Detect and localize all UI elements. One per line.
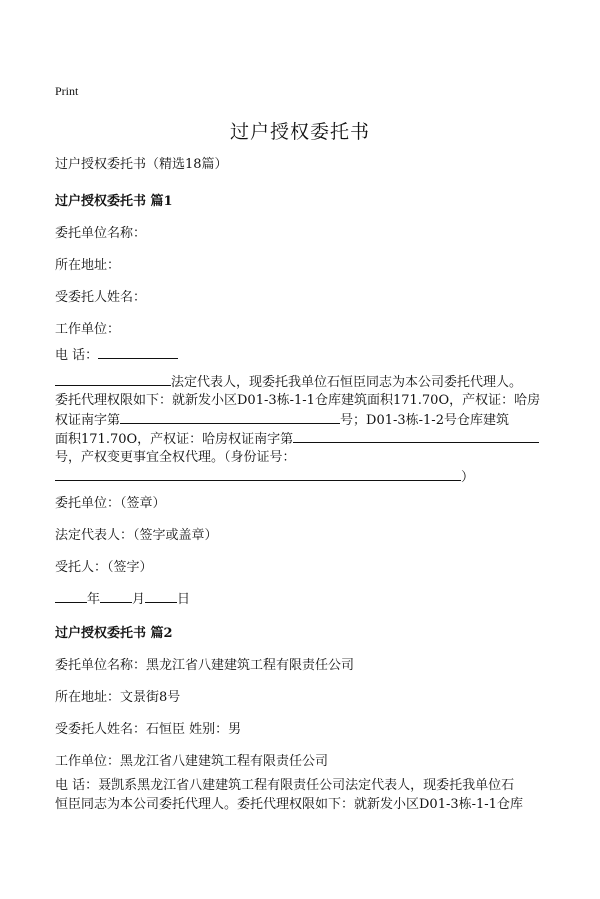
phone-label: 电 话： (55, 348, 99, 363)
field-address: 所在地址： (55, 258, 121, 273)
blank-cert-2 (293, 429, 539, 443)
body-line-6: ） (461, 470, 475, 485)
section-1-heading: 过户授权委托书 篇1 (55, 194, 173, 209)
phone-blank (98, 345, 178, 359)
blank-legal-rep (55, 372, 171, 386)
s2-field-address: 所在地址：文景街8号 (55, 690, 181, 705)
section-2-heading: 过户授权委托书 篇2 (55, 626, 173, 641)
s2-body-line-2: 恒臣同志为本公司委托代理人。委托代理权限如下：就新发小区D01-3栋-1-1仓库 (55, 797, 523, 812)
section-1-body (55, 372, 545, 486)
date-day-blank (145, 589, 177, 603)
signature-unit: 委托单位：（签章） (55, 496, 166, 511)
document-title: 过户授权委托书 (229, 121, 370, 143)
s2-field-trustee: 受委托人姓名：石恒臣 姓别：男 (55, 722, 242, 737)
field-entrusting-unit: 委托单位名称： (55, 226, 147, 241)
s2-field-work-unit: 工作单位：黑龙江省八建建筑工程有限责任公司 (55, 754, 329, 769)
date-month-label: 月 (132, 592, 146, 607)
body-line-4: 面积171.70O，产权证：哈房权证南字第 (55, 432, 294, 447)
date-line (55, 588, 190, 607)
body-line-3b: 号；D01-3栋-1-2号仓库建筑 (340, 413, 509, 428)
field-work-unit: 工作单位： (55, 322, 121, 337)
s2-body-line-1: 电 话：聂凯系黑龙江省八建建筑工程有限责任公司法定代表人，现委托我单位石 (55, 778, 515, 793)
body-line-3a: 权证南字第 (55, 413, 121, 428)
field-phone (55, 344, 178, 363)
signature-legal-rep: 法定代表人：（签字或盖章） (55, 528, 218, 543)
blank-id-number (55, 467, 461, 481)
body-line-2: 委托代理权限如下：就新发小区D01-3栋-1-1仓库建筑面积171.70O，产权证：哈房 (55, 393, 541, 408)
document-subtitle: 过户授权委托书（精选18篇） (55, 157, 228, 172)
date-year-blank (55, 589, 87, 603)
field-trustee-name: 受委托人姓名： (55, 290, 147, 305)
date-year-label: 年 (87, 592, 101, 607)
body-line-5: 号，产权变更事宜全权代理。（身份证号： (55, 450, 296, 465)
blank-cert-1 (120, 410, 340, 424)
body-line-1: 法定代表人，现委托我单位石恒臣同志为本公司委托代理人。 (171, 375, 523, 390)
signature-trustee: 受托人：（签字） (55, 560, 153, 575)
section-2-body (55, 776, 545, 814)
date-day-label: 日 (177, 592, 191, 607)
print-link[interactable]: Print (55, 84, 79, 98)
s2-field-entrusting-unit: 委托单位名称：黑龙江省八建建筑工程有限责任公司 (55, 658, 355, 673)
date-month-blank (100, 589, 132, 603)
